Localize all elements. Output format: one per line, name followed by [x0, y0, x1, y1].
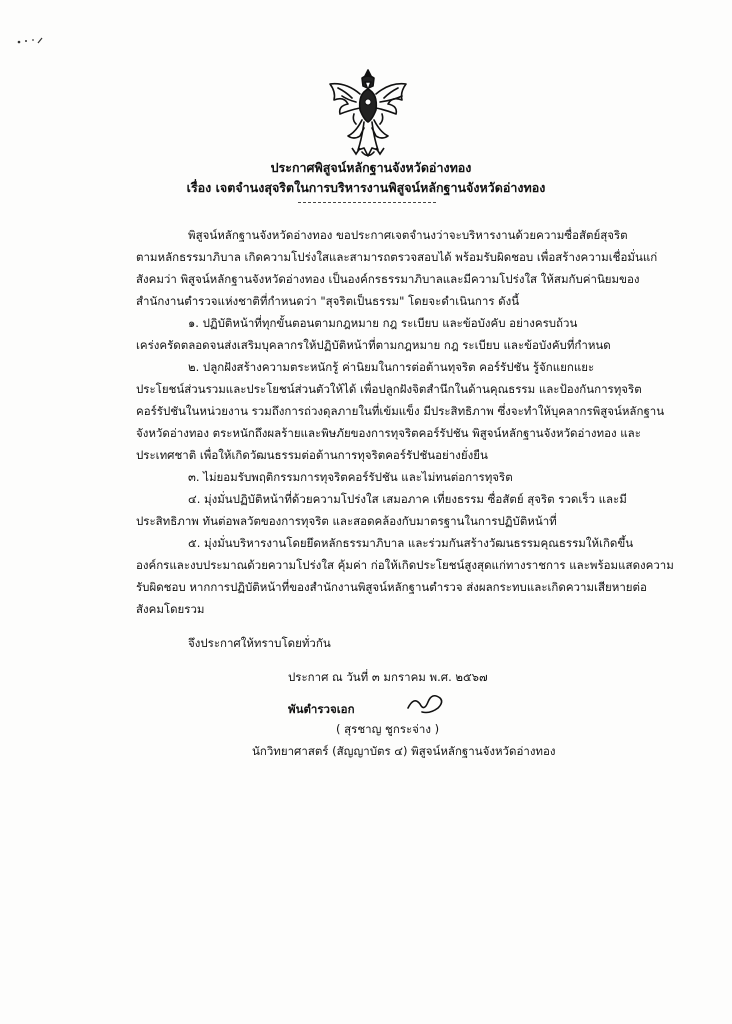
list-item-1: ๑. ปฏิบัติหน้าที่ทุกขั้นตอนตามกฎหมาย กฎ ระเบียบ และข้อบังคับ อย่างครบถ้วน	[188, 316, 578, 330]
paragraph-line: รับผิดชอบ หากการปฏิบัติหน้าที่ของสำนักงานพิสูจน์หลักฐานตำรวจ ส่งผลกระทบและเกิดความเสียหายต่อ	[136, 580, 647, 594]
paragraph-line: ตามหลักธรรมาภิบาล เกิดความโปร่งใสและสามารถตรวจสอบได้ พร้อมรับผิดชอบ เพื่อสร้างความเชื่อมั่นแก่	[136, 250, 658, 264]
page-title: ประกาศพิสูจน์หลักฐานจังหวัดอ่างทอง	[270, 160, 472, 175]
paragraph-line: พิสูจน์หลักฐานจังหวัดอ่างทอง ขอประกาศเจตจำนงว่าจะบริหารงานด้วยความซื่อสัตย์สุจริต	[188, 228, 628, 242]
page-subject: เรื่อง เจตจำนงสุจริตในการบริหารงานพิสูจน์หลักฐานจังหวัดอ่างทอง	[186, 180, 546, 195]
signer-name: ( สุรชาญ ชูกระจ่าง )	[336, 722, 440, 736]
list-item-2: ๒. ปลูกฝังสร้างความตระหนักรู้ ค่านิยมในการต่อต้านทุจริต คอร์รัปชัน รู้จักแยกแยะ	[188, 360, 595, 374]
title-divider	[298, 202, 436, 203]
paragraph-line: สังคมว่า พิสูจน์หลักฐานจังหวัดอ่างทอง เป็นองค์กรธรรมาภิบาลและมีความโปร่งใส ให้สมกับค่านิยมของ	[136, 272, 640, 286]
garuda-emblem-icon	[318, 62, 418, 162]
paragraph-line: ประโยชน์ส่วนรวมและประโยชน์ส่วนตัวให้ได้ เพื่อปลูกฝังจิตสำนึกในด้านคุณธรรม และป้องกันการทุจริต	[136, 382, 642, 396]
list-item-5: ๕. มุ่งมั่นบริหารงานโดยยึดหลักธรรมาภิบาล และร่วมกันสร้างวัฒนธรรมคุณธรรมให้เกิดขึ้น	[188, 536, 634, 550]
paragraph-line: คอร์รัปชันในหน่วยงาน รวมถึงการถ่วงดุลภายในที่เข้มแข็ง มีประสิทธิภาพ ซึ่งจะทำให้บุคลากรพิสูจน์หลักฐาน	[136, 404, 665, 418]
announcement-date: ประกาศ ณ วันที่ ๓ มกราคม พ.ศ. ๒๕๖๗	[288, 670, 488, 684]
signature-mark	[404, 688, 446, 718]
paragraph-line: สำนักงานตำรวจแห่งชาติที่กำหนดว่า "สุจริตเป็นธรรม" โดยจะดำเนินการ ดังนี้	[136, 294, 520, 308]
paragraph-line: สังคมโดยรวม	[136, 602, 205, 616]
list-item-4: ๔. มุ่งมั่นปฏิบัติหน้าที่ด้วยความโปร่งใส เสมอภาค เที่ยงธรรม ซื่อสัตย์ สุจริต รวดเร็ว และมี	[188, 492, 627, 506]
paragraph-line: ประเทศชาติ เพื่อให้เกิดวัฒนธรรมต่อต้านการทุจริตคอร์รัปชันอย่างยั่งยืน	[136, 448, 488, 462]
signer-rank: พันตำรวจเอก	[288, 702, 355, 716]
scan-speck-marks	[16, 32, 46, 44]
paragraph-line: จังหวัดอ่างทอง ตระหนักถึงผลร้ายและพิษภัยของการทุจริตคอร์รัปชัน พิสูจน์หลักฐานจังหวัดอ่างทอง และ	[136, 426, 641, 440]
paragraph-line: เคร่งครัดตลอดจนส่งเสริมบุคลากรให้ปฏิบัติหน้าที่ตามกฎหมาย กฎ ระเบียบ และข้อบังคับที่กำหนด	[136, 338, 611, 352]
signer-position: นักวิทยาศาสตร์ (สัญญาบัตร ๔) พิสูจน์หลักฐานจังหวัดอ่างทอง	[252, 744, 556, 758]
closing-statement: จึงประกาศให้ทราบโดยทั่วกัน	[188, 636, 331, 650]
paragraph-line: องค์กรและงบประมาณด้วยความโปร่งใส คุ้มค่า ก่อให้เกิดประโยชน์สูงสุดแก่ทางราชการ และพร้อมแสดงความ	[136, 558, 674, 572]
list-item-3: ๓. ไม่ยอมรับพฤติกรรมการทุจริตคอร์รัปชัน และไม่ทนต่อการทุจริต	[188, 470, 513, 484]
paragraph-line: ประสิทธิภาพ ทันต่อพลวัตของการทุจริต และสอดคล้องกับมาตรฐานในการปฏิบัติหน้าที่	[136, 514, 557, 528]
